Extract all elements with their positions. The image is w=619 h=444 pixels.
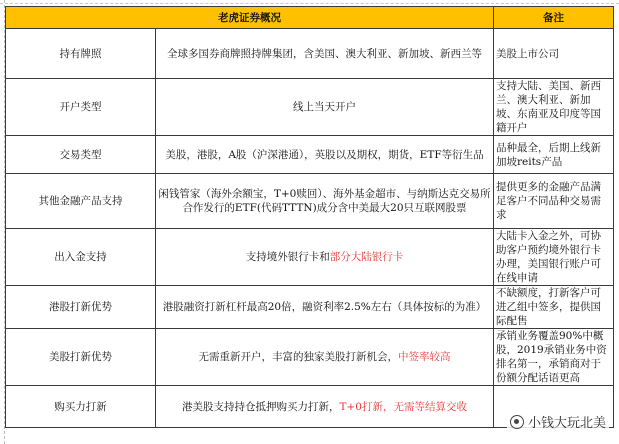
table-row bbox=[6, 136, 614, 174]
table-row bbox=[6, 79, 614, 136]
row-content-cell[interactable] bbox=[156, 136, 494, 174]
row-label-cell[interactable]: 持有牌照 bbox=[6, 29, 156, 79]
row-label-cell[interactable]: 开户类型 bbox=[6, 79, 156, 136]
header-row bbox=[6, 7, 614, 29]
row-note-cell[interactable]: 承销业务覆盖90%中概股，2019承销业务中资排名第一，承销商对于份额分配话语更高 bbox=[494, 329, 614, 386]
table-row bbox=[6, 29, 614, 79]
content-text: 港股融资打新杠杆最高20倍，融资利率2.5%左右（具体按标的为准） bbox=[162, 301, 487, 313]
table-row bbox=[6, 174, 614, 229]
header-title-cell[interactable]: 老虎证券概况 bbox=[6, 7, 494, 29]
highlight-text: T+0打新，无需等结算交收 bbox=[339, 400, 467, 413]
row-note-cell[interactable]: 美股上市公司 bbox=[494, 29, 614, 79]
content-text: 无需重新开户，丰富的独家美股打新机会， bbox=[198, 351, 398, 363]
watermark bbox=[507, 411, 609, 432]
content-text: 线上当天开户 bbox=[293, 101, 356, 113]
highlight-text: 中签率较高 bbox=[398, 351, 451, 363]
row-note-cell[interactable]: 不缺额度，打新客户可进乙组中签多，提供国际配售 bbox=[494, 286, 614, 329]
row-note-cell[interactable]: 提供更多的金融产品满足客户不同品种交易需求 bbox=[494, 174, 614, 229]
row-content-cell[interactable] bbox=[156, 229, 494, 286]
row-content-cell[interactable] bbox=[156, 174, 494, 229]
content-text: 美股，港股，A股（沪深港通），英股以及期权，期货，ETF等衍生品 bbox=[165, 148, 484, 161]
row-content-cell[interactable] bbox=[156, 29, 494, 79]
content-text: 港美股支持持仓抵押购买力打新， bbox=[182, 400, 340, 413]
table-row bbox=[6, 229, 614, 286]
row-label-cell[interactable]: 出入金支持 bbox=[6, 229, 156, 286]
watermark-text: 小钱大玩北美 bbox=[527, 416, 606, 431]
row-note-cell[interactable]: 大陆卡入金之外，可协助客户预约境外银行卡办理，美国银行账户可在线申请 bbox=[494, 229, 614, 286]
row-label-cell[interactable]: 购买力打新 bbox=[6, 386, 156, 428]
wechat-account-icon bbox=[510, 415, 524, 429]
row-note-cell[interactable]: 品种最全，后期上线新加坡reits产品 bbox=[494, 136, 614, 174]
row-label-cell[interactable]: 港股打新优势 bbox=[6, 286, 156, 329]
row-label-cell[interactable]: 交易类型 bbox=[6, 136, 156, 174]
header-note-cell[interactable]: 备注 bbox=[494, 7, 614, 29]
tiger-brokers-overview-table bbox=[5, 6, 614, 428]
table-row bbox=[6, 286, 614, 329]
row-note-cell[interactable]: 支持大陆、美国、新西兰、澳大利亚、新加坡、东南亚及印度等国籍开户 bbox=[494, 79, 614, 136]
content-text: 全球多国券商牌照持牌集团，含美国、澳大利亚、新加坡、新西兰等 bbox=[167, 47, 482, 60]
row-label-cell[interactable]: 其他金融产品支持 bbox=[6, 174, 156, 229]
row-content-cell[interactable] bbox=[156, 386, 494, 428]
content-text: 支持境外银行卡和 bbox=[245, 251, 330, 263]
row-content-cell[interactable] bbox=[156, 286, 494, 329]
row-content-cell[interactable] bbox=[156, 79, 494, 136]
row-label-cell[interactable]: 美股打新优势 bbox=[6, 329, 156, 386]
table-row bbox=[6, 329, 614, 386]
content-text: 闲钱管家（海外余额宝，T+0赎回）、海外基金超市、与纳斯达克交易所合作发行的ETF(代码TTTN)成分含中美最大20只互联网股票 bbox=[158, 188, 491, 214]
page-break-guide-top bbox=[0, 3, 619, 4]
highlight-text: 部分大陆银行卡 bbox=[329, 251, 404, 263]
row-content-cell[interactable] bbox=[156, 329, 494, 386]
